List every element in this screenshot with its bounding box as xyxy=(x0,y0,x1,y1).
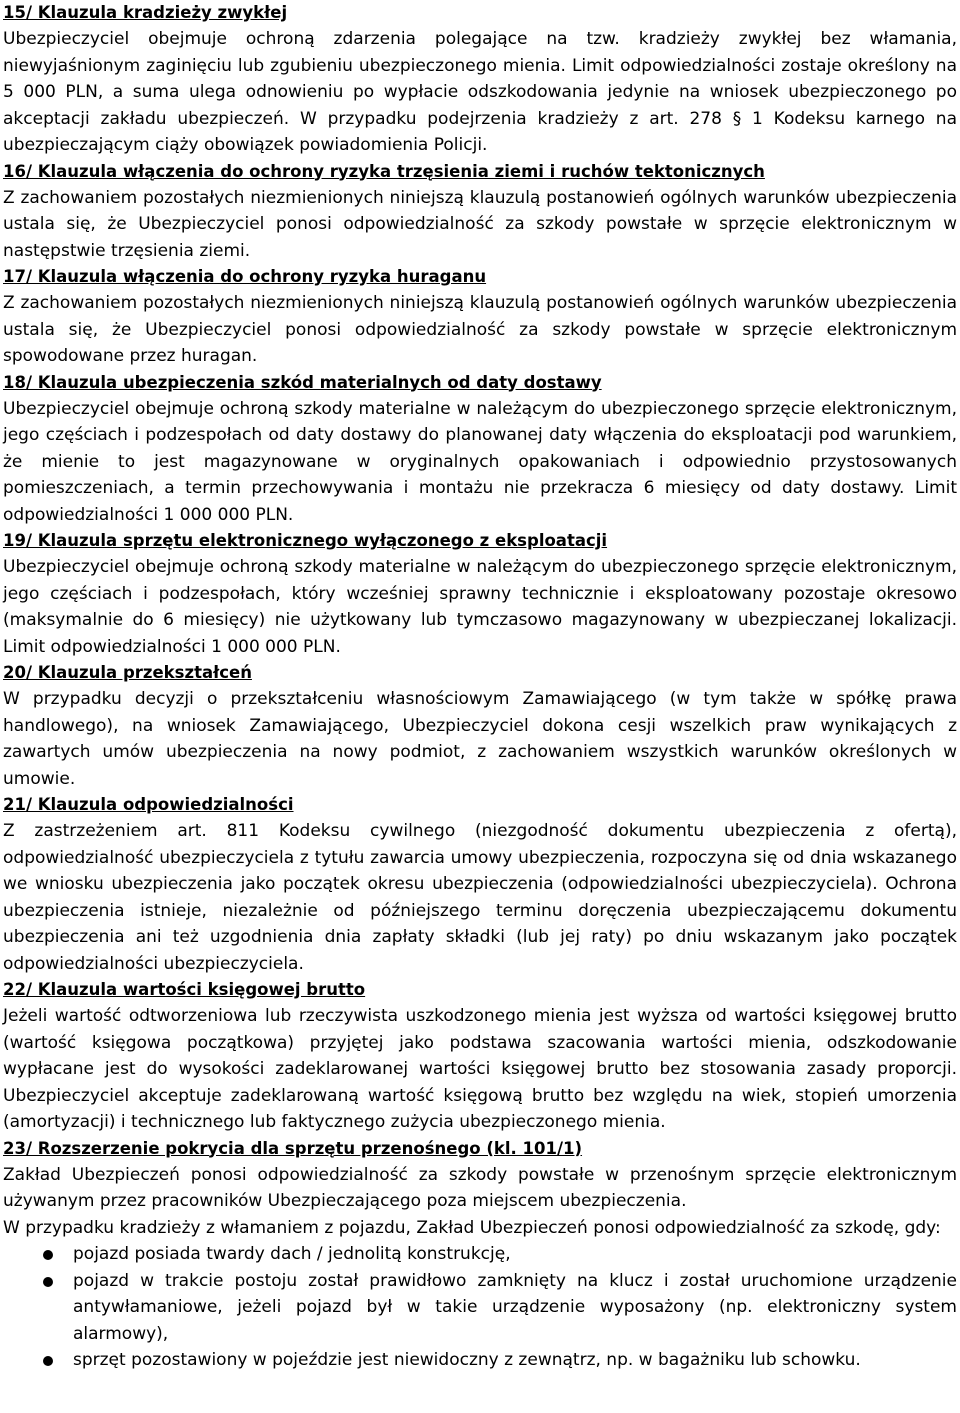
clause-title: 15/ Klauzula kradzieży zwykłej xyxy=(3,3,288,22)
bullet-icon xyxy=(43,1250,53,1260)
document-page xyxy=(3,0,957,1374)
clause-16 xyxy=(3,159,957,265)
clause-19 xyxy=(3,528,957,660)
clause-22 xyxy=(3,977,957,1136)
clause-text: W przypadku kradzieży z włamaniem z pojazdu, Zakład Ubezpieczeń ponosi odpowiedzialność za szkodę, gdy: xyxy=(3,1217,941,1238)
clause-text: Ubezpieczyciel obejmuje ochroną zdarzenia polegające na tzw. kradzieży zwykłej bez włamania, niewyjaśnionym zaginięciu lub zgubieniu ubezpieczonego mienia. Limit odpowiedzialności zostaje określony na 5 000 PLN, a suma ulega odnowieniu po wypłacie odszkodowania jedynie na wniosek ubezpieczonego po akceptacji zakładu ubezpieczeń. W przypadku podejrzenia kradzieży z art. 278 § 1 Kodeksu karnego na ubezpieczającym ciąży obowiązek powiadomienia Policji. xyxy=(3,29,957,155)
clause-title: 16/ Klauzula włączenia do ochrony ryzyka trzęsienia ziemi i ruchów tektonicznych xyxy=(3,161,765,181)
clause-text: Ubezpieczyciel obejmuje ochroną szkody materialne w należącym do ubezpieczonego sprzęcie elektronicznym, jego częściach i podzespołach od daty dostawy do planowanej daty włączenia do eksploatacji pod warunkiem, że mienie to jest magazynowane w oryginalnych opakowaniach i odpowiednio przystosowanych pomieszczeniach, a termin przechowywania i montażu nie przekracza 6 miesięcy od daty dostawy. Limit odpowiedzialności 1 000 000 PLN. xyxy=(3,398,957,525)
clause-text: Jeżeli wartość odtworzeniowa lub rzeczywista uszkodzonego mienia jest wyższa od wartości księgowej brutto (wartość księgowa początkowa) przyjętej jako podstawa szacowania wartości mienia, odszkodowanie wypłacane jest do wysokości zadeklarowanej wartości księgowej brutto bez stosowania zasady proporcji. Ubezpieczyciel akceptuje zadeklarowaną wartość księgową brutto bez względu na wiek, stopień umorzenia (amortyzacji) i technicznego lub faktycznego zużycia ubezpieczonego mienia. xyxy=(3,1006,957,1132)
clause-18 xyxy=(3,370,957,529)
clause-text: Z zachowaniem pozostałych niezmienionych niniejszą klauzulą postanowień ogólnych warunków ubezpieczenia ustala się, że Ubezpieczyciel ponosi odpowiedzialność za szkody powstałe w sprzęcie elektronicznym w następstwie trzęsienia ziemi. xyxy=(3,187,957,261)
clause-text: Z zachowaniem pozostałych niezmienionych niniejszą klauzulą postanowień ogólnych warunków ubezpieczenia ustala się, że Ubezpieczyciel ponosi odpowiedzialność za szkody powstałe w sprzęcie elektronicznym spowodowane przez huragan. xyxy=(3,293,957,366)
clause-title: 19/ Klauzula sprzętu elektronicznego wyłączonego z eksploatacji xyxy=(3,531,608,550)
clause-title: 17/ Klauzula włączenia do ochrony ryzyka huraganu xyxy=(3,267,487,286)
list-item xyxy=(73,1268,957,1348)
clause-title: 23/ Rozszerzenie pokrycia dla sprzętu przenośnego (kl. 101/1) xyxy=(3,1138,583,1158)
bullet-icon xyxy=(43,1277,53,1287)
clause-23 xyxy=(3,1136,957,1374)
condition-list xyxy=(3,1241,957,1374)
bullet-icon xyxy=(43,1356,53,1366)
clause-text: W przypadku decyzji o przekształceniu własnościowym Zamawiającego (w tym także w spółkę prawa handlowego), na wniosek Zamawiającego, Ubezpieczyciel dokona cesji wszelkich praw wynikających z zawartych umów ubezpieczenia na nowy podmiot, z zachowaniem wszystkich warunków określonych w umowie. xyxy=(3,689,957,789)
clause-17 xyxy=(3,264,957,370)
clause-title: 18/ Klauzula ubezpieczenia szkód materialnych od daty dostawy xyxy=(3,372,602,392)
list-item-text: pojazd posiada twardy dach / jednolitą konstrukcję, xyxy=(73,1244,511,1264)
clause-text: Z zastrzeżeniem art. 811 Kodeksu cywilnego (niezgodność dokumentu ubezpieczenia z ofertą), odpowiedzialność ubezpieczyciela z tytułu zawarcia umowy ubezpieczenia, rozpoczyna się od dnia wskazanego we wniosku ubezpieczenia jako początek okresu ubezpieczenia (odpowiedzialności ubezpieczyciela). Ochrona ubezpieczenia istnieje, niezależnie od późniejszego terminu doręczenia ubezpieczającemu dokumentu ubezpieczenia ani też uzgodnienia dnia zapłaty składki (lub jej raty) po dniu wskazanym jako początek odpowiedzialności ubezpieczyciela. xyxy=(3,821,957,974)
list-item-text: pojazd w trakcie postoju został prawidłowo zamknięty na klucz i został uruchomione urządzenie antywłamaniowe, jeżeli pojazd był w takie urządzenie wyposażony (np. elektroniczny system alarmowy), xyxy=(73,1270,957,1344)
list-item xyxy=(73,1241,957,1268)
clause-title: 21/ Klauzula odpowiedzialności xyxy=(3,795,294,814)
list-item-text: sprzęt pozostawiony w pojeździe jest niewidoczny z zewnątrz, np. w bagażniku lub schowku. xyxy=(73,1350,861,1370)
clause-text: Ubezpieczyciel obejmuje ochroną szkody materialne w należącym do ubezpieczonego sprzęcie elektronicznym, jego częściach i podzespołach, który wcześniej sprawny technicznie i eksploatowany pozostaje okresowo (maksymalnie do 6 miesięcy) nie użytkowany lub tymczasowo magazynowany w ubezpieczanej lokalizacji. Limit odpowiedzialności 1 000 000 PLN. xyxy=(3,557,957,657)
clause-title: 20/ Klauzula przekształceń xyxy=(3,663,252,682)
clause-title: 22/ Klauzula wartości księgowej brutto xyxy=(3,980,366,999)
clause-21 xyxy=(3,792,957,977)
clause-20 xyxy=(3,660,957,792)
clause-text: Zakład Ubezpieczeń ponosi odpowiedzialność za szkody powstałe w przenośnym sprzęcie elektronicznym używanym przez pracowników Ubezpieczającego poza miejscem ubezpieczenia. xyxy=(3,1164,957,1211)
list-item xyxy=(73,1347,957,1374)
clause-15 xyxy=(3,0,957,159)
